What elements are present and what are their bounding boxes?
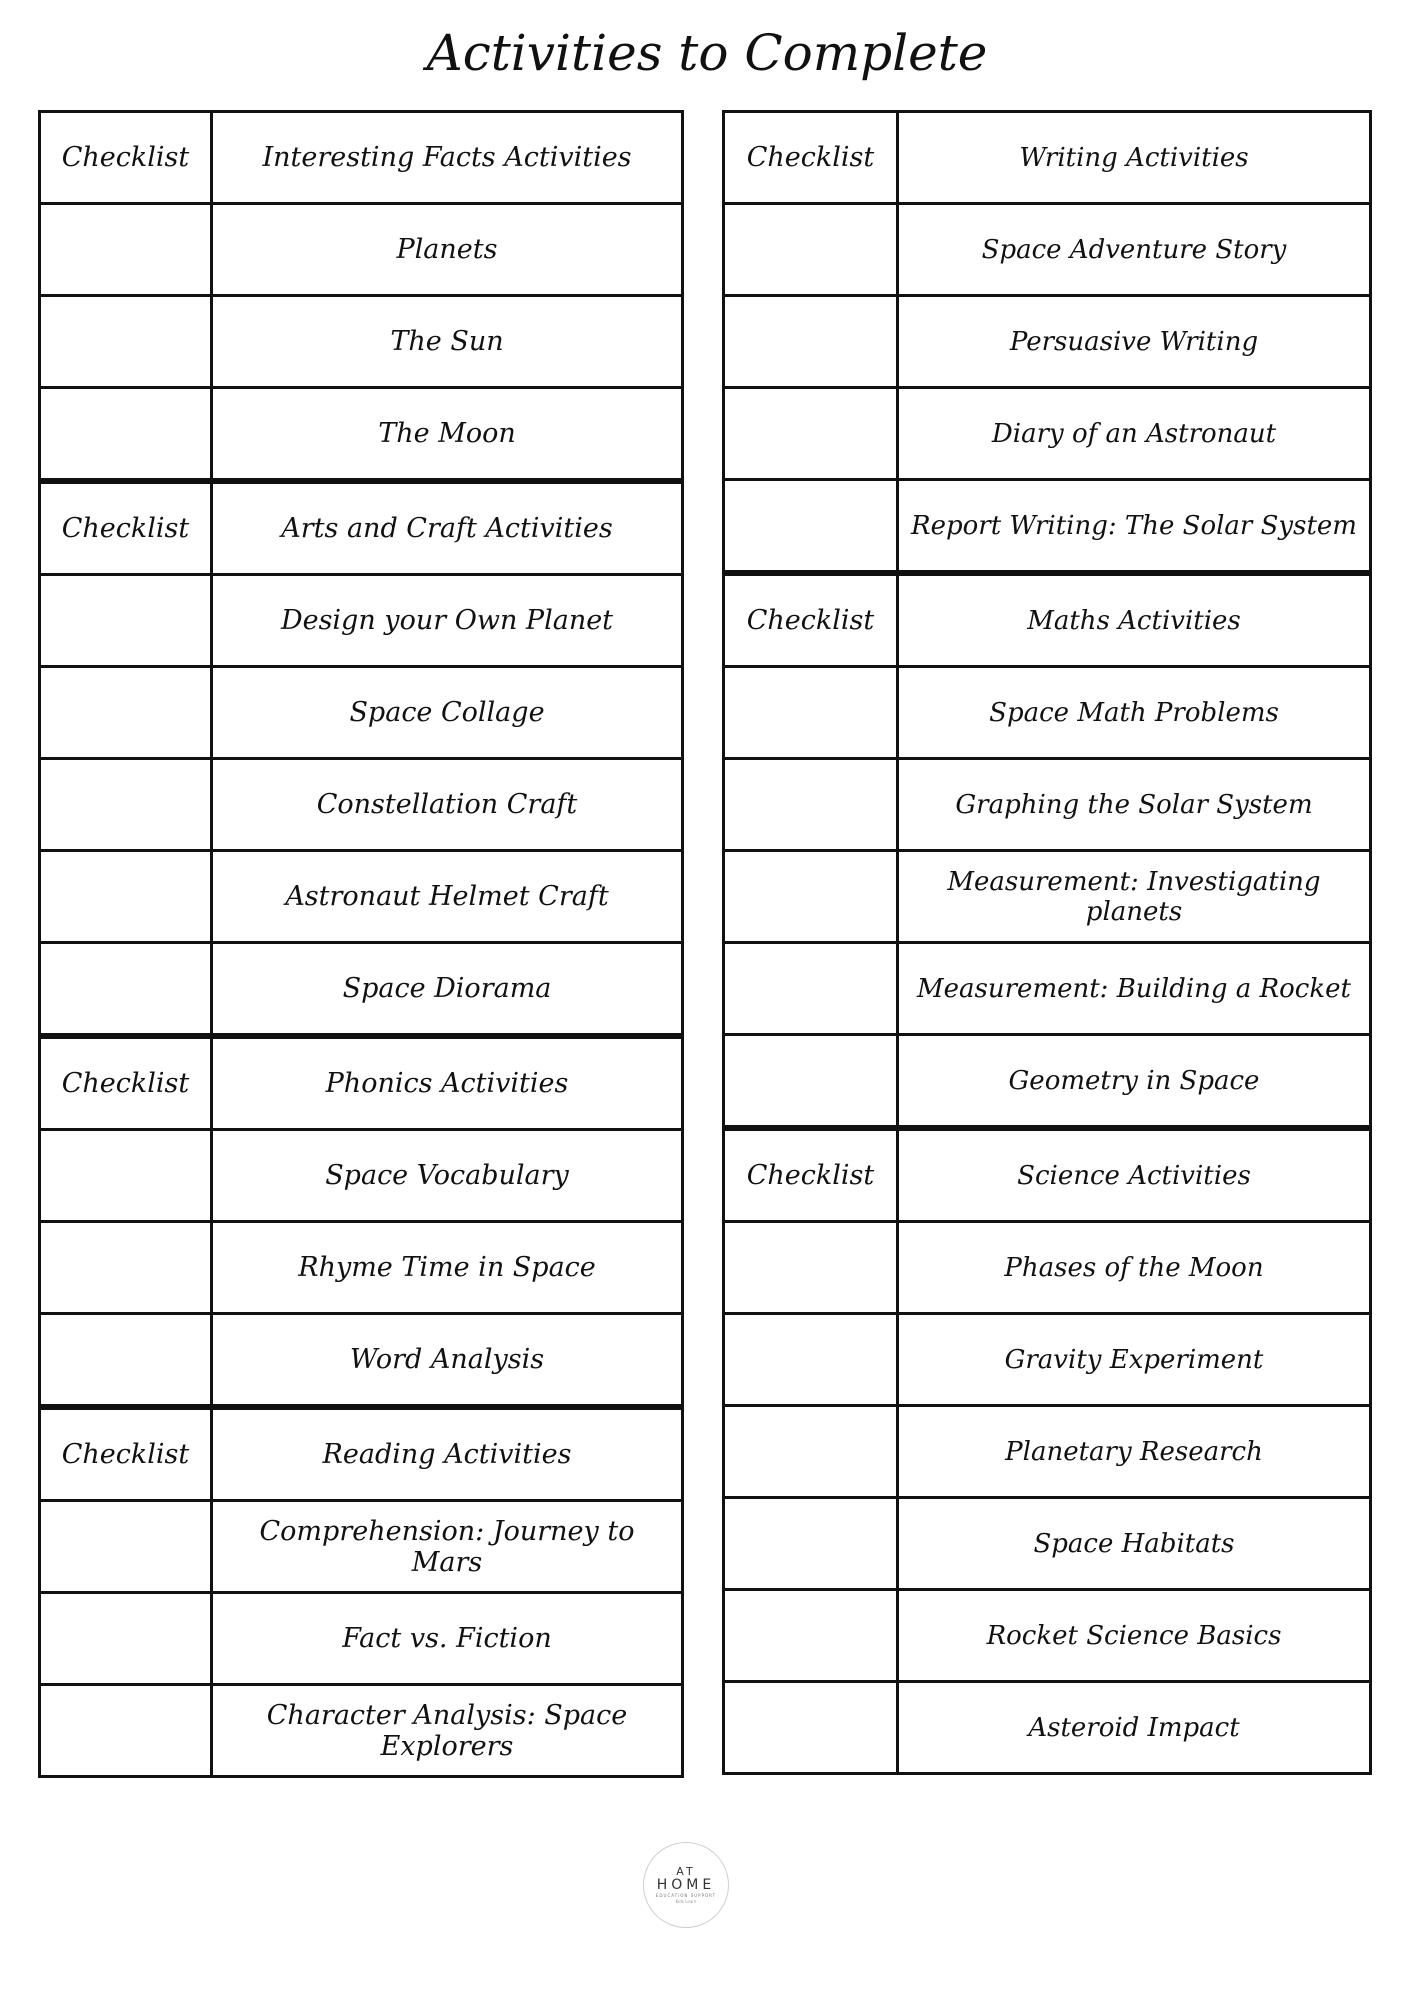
activity-name: Persuasive Writing bbox=[1009, 326, 1259, 357]
checklist-box[interactable] bbox=[725, 1683, 899, 1772]
logo-line-1: AT bbox=[676, 1864, 696, 1878]
checklist-header: Checklist bbox=[41, 484, 213, 573]
checklist-box[interactable] bbox=[725, 760, 899, 849]
activity-name: Comprehension: Journey to Mars bbox=[259, 1515, 635, 1578]
activity-row bbox=[41, 1220, 681, 1312]
checklist-box[interactable] bbox=[725, 389, 899, 478]
activity-name: Space Math Problems bbox=[989, 697, 1279, 728]
activity-row bbox=[41, 573, 681, 665]
activity-section bbox=[38, 110, 684, 481]
checklist-header: Checklist bbox=[41, 1039, 213, 1128]
checklist-box[interactable] bbox=[725, 1499, 899, 1588]
section-header-row bbox=[41, 113, 681, 202]
activity-row bbox=[725, 294, 1369, 386]
checklist-box[interactable] bbox=[725, 668, 899, 757]
activity-name: Planets bbox=[396, 234, 498, 265]
activity-name: Space Diorama bbox=[342, 973, 552, 1004]
activity-row bbox=[41, 1312, 681, 1404]
section-header-row bbox=[725, 576, 1369, 665]
activity-name: Planetary Research bbox=[1005, 1436, 1263, 1467]
activity-row bbox=[725, 1220, 1369, 1312]
section-heading: Writing Activities bbox=[1019, 142, 1249, 173]
activity-row bbox=[41, 941, 681, 1033]
checklist-box[interactable] bbox=[41, 852, 213, 941]
activity-name: Gravity Experiment bbox=[1004, 1344, 1264, 1375]
activity-row bbox=[725, 386, 1369, 478]
right-column bbox=[722, 110, 1372, 1775]
checklist-box[interactable] bbox=[41, 1315, 213, 1404]
left-column bbox=[38, 110, 684, 1778]
activity-name: Rhyme Time in Space bbox=[298, 1252, 596, 1283]
section-heading: Interesting Facts Activities bbox=[262, 142, 632, 173]
activity-row bbox=[725, 665, 1369, 757]
activity-row bbox=[725, 478, 1369, 570]
activity-row bbox=[725, 1404, 1369, 1496]
activity-name: Space Vocabulary bbox=[325, 1160, 569, 1191]
checklist-box[interactable] bbox=[41, 1223, 213, 1312]
activity-name: Report Writing: The Solar System bbox=[911, 510, 1357, 541]
section-header-row bbox=[725, 113, 1369, 202]
checklist-box[interactable] bbox=[725, 205, 899, 294]
checklist-box[interactable] bbox=[41, 760, 213, 849]
activity-name: Geometry in Space bbox=[1008, 1065, 1260, 1096]
activity-section bbox=[38, 1036, 684, 1407]
activity-section bbox=[38, 1407, 684, 1778]
activity-row bbox=[725, 1033, 1369, 1125]
activity-row bbox=[725, 941, 1369, 1033]
activity-name: Space Collage bbox=[349, 697, 545, 728]
activity-name: Character Analysis: Space Explorers bbox=[266, 1699, 628, 1762]
activity-name: Rocket Science Basics bbox=[986, 1620, 1282, 1651]
logo-line-4: Kids Learn bbox=[675, 1898, 697, 1904]
logo-line-2: HOME bbox=[656, 1876, 716, 1893]
page-title: Activities to Complete bbox=[426, 24, 988, 82]
activity-row bbox=[41, 849, 681, 941]
checklist-box[interactable] bbox=[41, 1686, 213, 1775]
checklist-header: Checklist bbox=[725, 113, 899, 202]
checklist-box[interactable] bbox=[725, 1036, 899, 1125]
checklist-box[interactable] bbox=[725, 297, 899, 386]
checklist-box[interactable] bbox=[725, 1407, 899, 1496]
activity-row bbox=[41, 1683, 681, 1775]
section-heading: Maths Activities bbox=[1027, 605, 1241, 636]
activity-row bbox=[725, 1496, 1369, 1588]
activity-section bbox=[722, 573, 1372, 1128]
checklist-header: Checklist bbox=[725, 1131, 899, 1220]
section-header-row bbox=[41, 484, 681, 573]
checklist-box[interactable] bbox=[41, 297, 213, 386]
checklist-header: Checklist bbox=[41, 113, 213, 202]
checklist-box[interactable] bbox=[725, 1591, 899, 1680]
activity-name: The Moon bbox=[378, 418, 516, 449]
activity-row bbox=[41, 202, 681, 294]
activity-name: The Sun bbox=[390, 326, 504, 357]
section-header-row bbox=[41, 1410, 681, 1499]
activity-row bbox=[41, 665, 681, 757]
activity-name: Phases of the Moon bbox=[1004, 1252, 1264, 1283]
activity-row bbox=[41, 1499, 681, 1591]
section-header-row bbox=[725, 1131, 1369, 1220]
activity-row bbox=[725, 849, 1369, 941]
activity-row bbox=[41, 757, 681, 849]
checklist-box[interactable] bbox=[41, 1594, 213, 1683]
activity-row bbox=[725, 1588, 1369, 1680]
activity-row bbox=[41, 1128, 681, 1220]
checklist-header: Checklist bbox=[41, 1410, 213, 1499]
activity-row bbox=[725, 202, 1369, 294]
activity-name: Graphing the Solar System bbox=[955, 789, 1313, 820]
activity-row bbox=[41, 386, 681, 478]
activity-name: Diary of an Astronaut bbox=[991, 418, 1277, 449]
section-heading: Science Activities bbox=[1017, 1160, 1251, 1191]
checklist-box[interactable] bbox=[725, 852, 899, 941]
activity-row bbox=[725, 1312, 1369, 1404]
section-heading: Reading Activities bbox=[322, 1439, 572, 1470]
activity-row bbox=[41, 1591, 681, 1683]
checklist-header: Checklist bbox=[725, 576, 899, 665]
activity-row bbox=[41, 294, 681, 386]
activity-name: Measurement: Building a Rocket bbox=[917, 973, 1351, 1004]
checklist-box[interactable] bbox=[725, 1315, 899, 1404]
checklist-box[interactable] bbox=[41, 205, 213, 294]
activity-name: Constellation Craft bbox=[316, 789, 578, 820]
activity-row bbox=[725, 1680, 1369, 1772]
logo bbox=[643, 1842, 729, 1928]
checklist-box[interactable] bbox=[41, 1131, 213, 1220]
activity-name: Asteroid Impact bbox=[1028, 1712, 1240, 1743]
checklist-box[interactable] bbox=[725, 944, 899, 1033]
section-heading: Phonics Activities bbox=[325, 1068, 569, 1099]
logo-line-3: EDUCATION SUPPORT bbox=[655, 1892, 717, 1898]
section-header-row bbox=[41, 1039, 681, 1128]
activity-row bbox=[725, 757, 1369, 849]
activity-name: Design your Own Planet bbox=[280, 605, 614, 636]
checklist-box[interactable] bbox=[725, 481, 899, 570]
checklist-box[interactable] bbox=[725, 1223, 899, 1312]
activity-section bbox=[722, 110, 1372, 573]
checklist-box[interactable] bbox=[41, 576, 213, 665]
checklist-box[interactable] bbox=[41, 389, 213, 478]
activity-name: Fact vs. Fiction bbox=[342, 1623, 552, 1654]
activity-name: Space Habitats bbox=[1033, 1528, 1235, 1559]
activity-name: Measurement: Investigating planets bbox=[947, 866, 1321, 927]
section-heading: Arts and Craft Activities bbox=[281, 513, 613, 544]
checklist-box[interactable] bbox=[41, 1502, 213, 1591]
activity-name: Word Analysis bbox=[349, 1344, 545, 1375]
activity-section bbox=[722, 1128, 1372, 1775]
checklist-box[interactable] bbox=[41, 944, 213, 1033]
activity-name: Space Adventure Story bbox=[981, 234, 1287, 265]
activity-name: Astronaut Helmet Craft bbox=[285, 881, 609, 912]
checklist-box[interactable] bbox=[41, 668, 213, 757]
activity-section bbox=[38, 481, 684, 1036]
